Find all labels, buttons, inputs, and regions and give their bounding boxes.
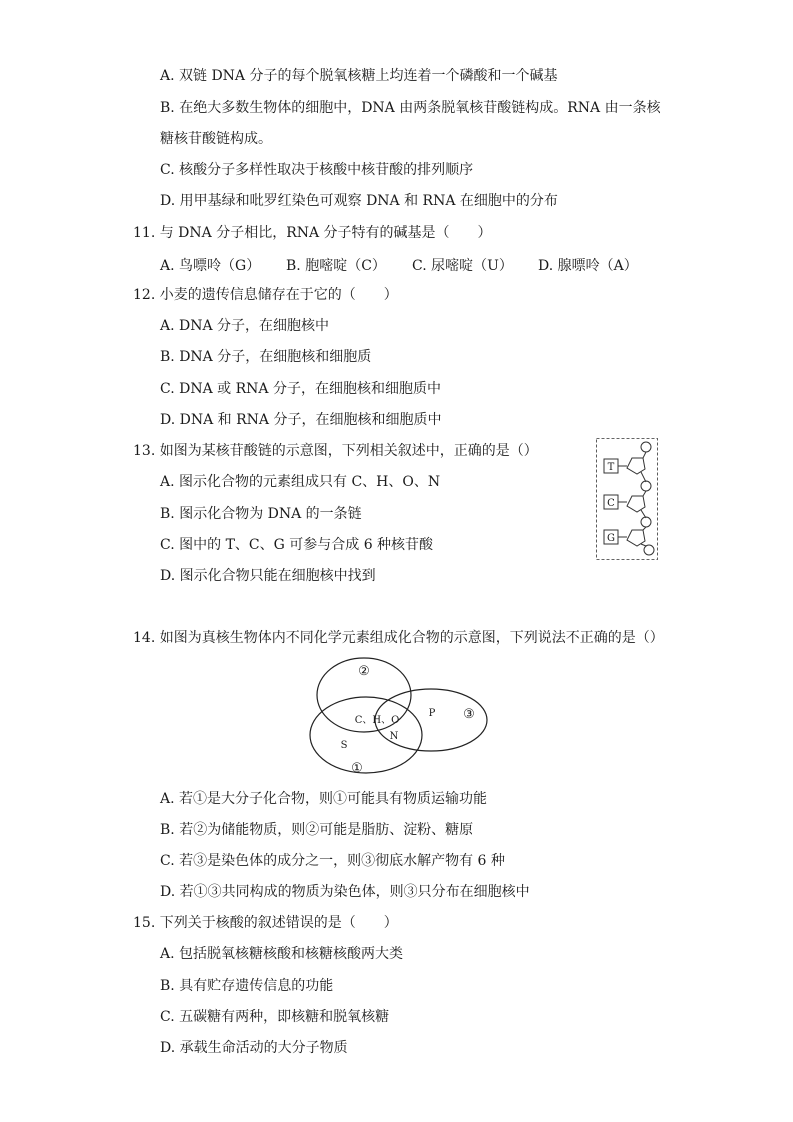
q10-option-a: A. 双链 DNA 分子的每个脱氧核糖上均连着一个磷酸和一个碱基	[160, 68, 558, 84]
figure-dashed-border	[597, 439, 658, 560]
q12-option-b: B. DNA 分子，在细胞核和细胞质	[160, 349, 372, 365]
q11-option-a: A. 鸟嘌呤（G）	[160, 258, 261, 274]
q15-option-b: B. 具有贮存遗传信息的功能	[160, 978, 334, 994]
q12-option-c: C. DNA 或 RNA 分子，在细胞核和细胞质中	[160, 381, 441, 397]
q14-option-b: B. 若②为储能物质，则②可能是脂肪、淀粉、糖原	[160, 822, 474, 838]
venn-element-n: N	[389, 731, 399, 742]
venn-center-elements: C、H、O	[354, 715, 400, 726]
sugar-pentagon	[627, 458, 645, 474]
q11-options	[0, 255, 793, 273]
q12-option-d: D. DNA 和 RNA 分子，在细胞核和细胞质中	[160, 412, 442, 428]
q10-option-d: D. 用甲基绿和吡罗红染色可观察 DNA 和 RNA 在细胞中的分布	[160, 193, 558, 209]
sugar-pentagon	[627, 496, 645, 512]
q10-option-b: B. 在绝大多数生物体的细胞中，DNA 由两条脱氧核苷酸链构成。RNA 由一条核	[160, 100, 661, 116]
q12-option-a: A. DNA 分子，在细胞核中	[160, 318, 330, 334]
venn-label-3: ③	[463, 707, 475, 722]
q13-option-a: A. 图示化合物的元素组成只有 C、H、O、N	[160, 474, 441, 490]
venn-label-1: ①	[351, 761, 363, 776]
venn-element-s: S	[340, 740, 348, 751]
sugar-pentagon	[627, 530, 645, 546]
q14-option-d: D. 若①③共同构成的物质为染色体，则③只分布在细胞核中	[160, 884, 530, 900]
q13-stem: 13. 如图为某核苷酸链的示意图，下列相关叙述中，正确的是（）	[133, 443, 538, 459]
q14-option-a: A. 若①是大分子化合物，则①可能具有物质运输功能	[160, 791, 488, 807]
q11-option-c: C. 尿嘧啶（U）	[412, 258, 513, 274]
venn-ellipse-1	[310, 697, 422, 773]
phosphate-circle	[641, 517, 651, 527]
phosphate-circle	[641, 442, 651, 452]
q15-stem: 15. 下列关于核酸的叙述错误的是（ ）	[133, 915, 398, 931]
q13-option-b: B. 图示化合物为 DNA 的一条链	[160, 506, 362, 522]
q11-option-d: D. 腺嘌呤（A）	[538, 258, 638, 274]
base-label-t: T	[607, 462, 615, 473]
q15-option-a: A. 包括脱氧核糖核酸和核糖核酸两大类	[160, 946, 404, 962]
q12-stem: 12. 小麦的遗传信息储存在于它的（ ）	[133, 287, 398, 303]
element-venn-diagram	[300, 655, 500, 780]
q15-option-d: D. 承载生命活动的大分子物质	[160, 1040, 348, 1056]
venn-label-2: ②	[358, 664, 370, 679]
base-label-c: C	[607, 498, 615, 509]
q11-stem: 11. 与 DNA 分子相比，RNA 分子特有的碱基是（ ）	[133, 225, 492, 241]
phosphate-circle	[644, 545, 654, 555]
venn-element-p: P	[428, 708, 436, 719]
q10-option-b-continued: 糖核苷酸链构成。	[160, 131, 272, 147]
q15-option-c: C. 五碳糖有两种，即核糖和脱氧核糖	[160, 1009, 390, 1025]
q13-option-d: D. 图示化合物只能在细胞核中找到	[160, 568, 376, 584]
phosphate-circle	[641, 481, 651, 491]
q14-option-c: C. 若③是染色体的成分之一，则③彻底水解产物有 6 种	[160, 853, 505, 869]
q13-option-c: C. 图中的 T、C、G 可参与合成 6 种核苷酸	[160, 537, 434, 553]
q14-stem: 14. 如图为真核生物体内不同化学元素组成化合物的示意图，下列说法不正确的是（）	[133, 630, 664, 646]
q11-option-b: B. 胞嘧啶（C）	[286, 258, 386, 274]
base-label-g: G	[607, 533, 615, 544]
q10-option-c: C. 核酸分子多样性取决于核酸中核苷酸的排列顺序	[160, 162, 474, 178]
nucleotide-chain-figure	[596, 438, 658, 560]
